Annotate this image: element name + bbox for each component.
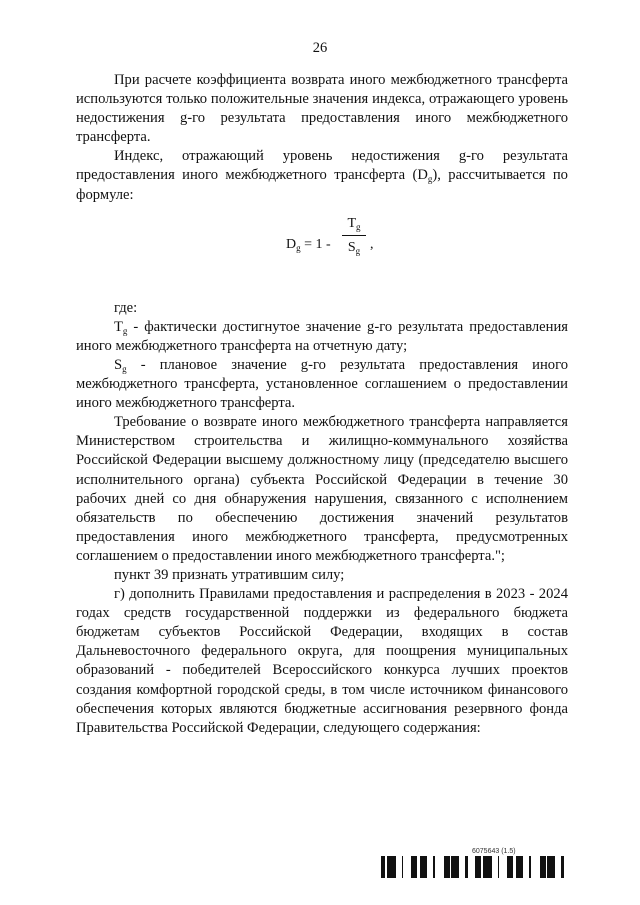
barcode-bar [541, 856, 543, 878]
barcode-bar [447, 856, 450, 878]
barcode-bar [549, 856, 552, 878]
barcode-bar [433, 856, 435, 878]
barcode-bar [540, 856, 541, 878]
barcode-bar [483, 856, 486, 878]
barcode-bar [552, 856, 553, 878]
barcode-bar [456, 856, 457, 878]
barcode-bar [415, 856, 417, 878]
barcode-bar [384, 856, 385, 878]
barcode-bar [465, 856, 468, 878]
barcode-bar [543, 856, 546, 878]
barcode-bar [453, 856, 456, 878]
index-subscript: g [427, 174, 433, 185]
formula-comma: , [370, 236, 374, 252]
barcode-bar [519, 856, 522, 878]
paragraph-positive-values: При расчете коэффициента возврата иного межбюджетного трансферта используются только положительные значения индекса, отражающего уровень недостижения g-го результата предоставления иного межбюджетного трансферта. [76, 72, 568, 146]
barcode-bar [402, 856, 403, 878]
barcode-bar [487, 856, 489, 878]
barcode-bar [480, 856, 481, 878]
barcode-bar [517, 856, 519, 878]
barcode-bar [444, 856, 445, 878]
barcode-bar [516, 856, 517, 878]
page-number: 26 [312, 40, 328, 56]
barcode-bar [420, 856, 421, 878]
barcode [381, 856, 569, 878]
barcode-bar [381, 856, 384, 878]
barcode-bar [477, 856, 480, 878]
barcode-bar [451, 856, 453, 878]
barcode-bar [553, 856, 555, 878]
barcode-bar [387, 856, 390, 878]
document-code: 6075643 (1.5) [472, 848, 516, 855]
definition-s: $S_g$ - плановое значение g-го результата предоставления иного межбюджетного трансферта, установленное соглашением о предоставлении иного межбюджетного трансферта. [76, 356, 568, 412]
barcode-bar [522, 856, 523, 878]
barcode-bar [390, 856, 391, 878]
barcode-bar [547, 856, 549, 878]
formula [76, 211, 568, 285]
barcode-bar [475, 856, 477, 878]
barcode-bar [391, 856, 393, 878]
barcode-bar [511, 856, 513, 878]
barcode-bar [561, 856, 564, 878]
formula-numerator: $T_g$ [342, 214, 366, 236]
barcode-bar [457, 856, 459, 878]
barcode-bar [445, 856, 447, 878]
document-body [76, 71, 568, 738]
barcode-bar [421, 856, 423, 878]
paragraph-index-definition [76, 147, 568, 204]
barcode-bar [510, 856, 511, 878]
index-text: Индекс, отражающий уровень недостижения g-го результата предоставления иного межбюджетного трансферта (D [76, 148, 568, 184]
barcode-bar [426, 856, 427, 878]
paragraph-item-g: г) дополнить Правилами предоставления и распределения в 2023 - 2024 годах средств государственной поддержки из федерального бюджета бюджетам субъектов Российской Федерации, входящих в состав Дальневосточного федерального округа, для поощрения муниципальных образований - победителей Всероссийского конкурса лучших проектов создания комфортной городской среды, в том числе источником финансового обеспечения которых являются бюджетные ассигнования резервного фонда Правительства Российской Федерации, следующего содержания: [76, 586, 568, 736]
barcode-bar [498, 856, 499, 878]
paragraph-item-39: пункт 39 признать утратившим силу; [114, 566, 345, 583]
index-text-end: ), рассчитывается по формуле: [76, 167, 568, 203]
barcode-bar [414, 856, 415, 878]
barcode-bar [423, 856, 426, 878]
barcode-bar [489, 856, 492, 878]
formula-denominator: $S_g$ [347, 239, 361, 256]
barcode-bar [507, 856, 510, 878]
formula-fraction [342, 214, 366, 257]
definition-t: $T_g$ - фактически достигнутое значение g-го результата предоставления иного межбюджетного трансферта на отчетную дату; [76, 318, 568, 354]
paragraph-requirement: Требование о возврате иного межбюджетного трансферта направляется Министерством строительства и жилищно-коммунального хозяйства Российской Федерации высшему должностному лицу (председателю высшего исполнительного органа) субъекта Российской Федерации в течение 30 рабочих дней со дня обнаружения нарушения, связанного с исполнением обязательств по обеспечению достижения значений результатов предоставления иного межбюджетного трансферта, предусмотренных соглашением о предоставлении иного межбюджетного трансферта."; [76, 414, 568, 564]
barcode-bar [529, 856, 531, 878]
where-label: где: [114, 299, 138, 316]
barcode-bar [486, 856, 487, 878]
barcode-bar [393, 856, 396, 878]
barcode-bar [411, 856, 414, 878]
formula-lhs: $D_g = 1$ - [286, 236, 331, 253]
